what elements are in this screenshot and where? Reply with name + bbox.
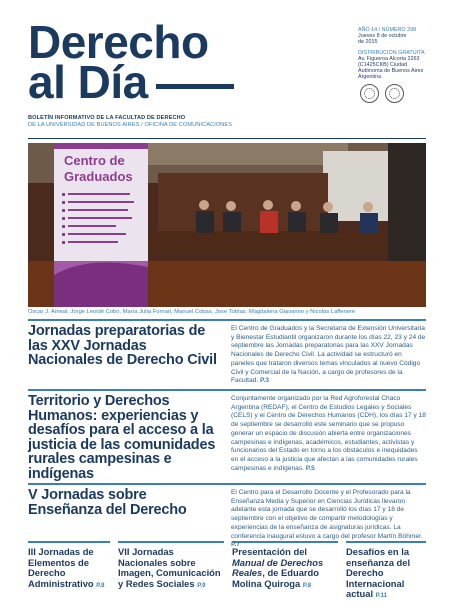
page-reference: P.8 xyxy=(302,582,312,589)
story-body: El Centro para el Desarrollo Docente y el Profesorado para la Enseñanza Media y Superior en Ciencias Jurídicas llevaron adelante esta jornada que se desarrolló los días 17 y 18 de septiembre con el objetivo de compartir metodologías y experiencias de la enseñanza de asignaturas jurídicas. La conferencia inaugural estuvo a cargo del profesor Martín Böhmer. P.7 xyxy=(231,489,423,549)
address-line-1: Av. Figueroa Alcorta 2263 xyxy=(358,55,420,62)
masthead xyxy=(28,16,328,108)
institution-logos xyxy=(360,84,404,103)
issue-number: AÑO 14 / NÚMERO 298 xyxy=(358,27,417,33)
distribution-label: DISTRIBUCIÓN GRATUITA xyxy=(358,49,425,56)
story-body: Conjuntamente organizado por la Red Agroforestal Chaco Argentina (REDAF), el Centro de Estudios Legales y Sociales (CELS) y el Centro de Derechos Humanos (CDH), los días 17 y 18 de septiembre se desarrolló este seminario que se propuso generar un espacio de discusión abierta entre organizaciones campesinas e indígenas, académicos, estudiantes, activistas y funcionarios del Estado en torno a los obstáculos e inequidades en el acceso a la justicia que afectan a las comunidades rurales campesinas e indígenas. P.5 xyxy=(231,395,426,472)
story-headline[interactable]: Jornadas preparatorias de las XXV Jornadas Nacionales de Derecho Civil xyxy=(28,323,217,368)
teaser-2[interactable]: VII Jornadas Nacionales sobre Imagen, Comunicación y Redes Sociales P.9 xyxy=(118,541,224,602)
teaser-4[interactable]: Desafíos en la enseñanza del Derecho Internacional actual P.11 xyxy=(346,541,426,602)
page-reference: P.11 xyxy=(375,593,387,600)
page-reference[interactable]: P.3 xyxy=(259,377,270,385)
title-dash xyxy=(156,84,234,89)
issue-date-line-2: de 2015 xyxy=(358,39,378,46)
page-reference[interactable]: P.5 xyxy=(305,464,315,472)
banner-title-line-1: Centro de xyxy=(64,153,125,168)
photo-caption: Oscar J. Ameal, Jorge Leoidé Cobo, María Julia Fornari, Manuel Cobas, Jose Tobías, Magdalena Giavarino y Nicolás Laffenere xyxy=(28,309,356,315)
issue-date-line-1: Jueves 8 de octubre xyxy=(358,33,407,40)
title-line-2: al Día xyxy=(28,56,148,108)
uba-seal-icon xyxy=(360,84,379,103)
teaser-1[interactable]: III Jornadas de Elementos de Derecho Administrativo P.8 xyxy=(28,541,110,602)
address-line-4: Argentina xyxy=(358,74,382,81)
story-headline[interactable]: V Jornadas sobre Enseñanza del Derecho xyxy=(28,487,187,518)
page-reference: P.9 xyxy=(197,582,206,589)
event-photo xyxy=(28,143,426,307)
newsletter-title xyxy=(28,16,328,108)
page-reference[interactable]: P.7 xyxy=(231,541,241,549)
story-2 xyxy=(28,389,426,481)
faculty-seal-icon xyxy=(385,84,404,103)
story-3 xyxy=(28,483,426,550)
masthead-divider xyxy=(28,138,426,139)
page-reference: P.8 xyxy=(96,582,105,589)
title-line-1: Derecho xyxy=(28,16,209,68)
teaser-3[interactable]: Presentación del Manual de Derechos Reales, de Eduardo Molina Quiroga P.8 xyxy=(232,541,338,602)
address-line-2: (C1425CKB) Ciudad xyxy=(358,62,408,69)
issue-info xyxy=(358,27,432,81)
story-1 xyxy=(28,319,426,386)
address-line-3: Autónoma de Buenos Aires xyxy=(358,68,424,75)
newsletter-subtitle xyxy=(28,115,232,128)
story-body: El Centro de Graduados y la Secretaría de Extensión Universitaria y Bienestar Estudiantil organizaron durante los días 22, 23 y 24 de septiembre las Jornadas preparatorias para las XXV Jornadas Nacionales de Derecho Civil. La actividad se estructuró en paneles que trataron diversos temas vinculados al nuevo Código Civil y Comercial de la Nación, a cargo de profesores de la Facultad. P.3 xyxy=(231,325,426,385)
subtitle-line-2: DE LA UNIVERSIDAD DE BUENOS AIRES / OFICINA DE COMUNICACIONES xyxy=(28,121,233,128)
banner-title-line-2: Graduados xyxy=(64,169,133,184)
story-headline[interactable]: Territorio y Derechos Humanos: experiencias y desafíos para el acceso a la justicia de las comunidades rurales campesinas e indígenas xyxy=(28,393,216,482)
bottom-teasers xyxy=(28,541,426,602)
subtitle-line-1: BOLETÍN INFORMATIVO DE LA FACULTAD DE DERECHO xyxy=(28,115,186,121)
